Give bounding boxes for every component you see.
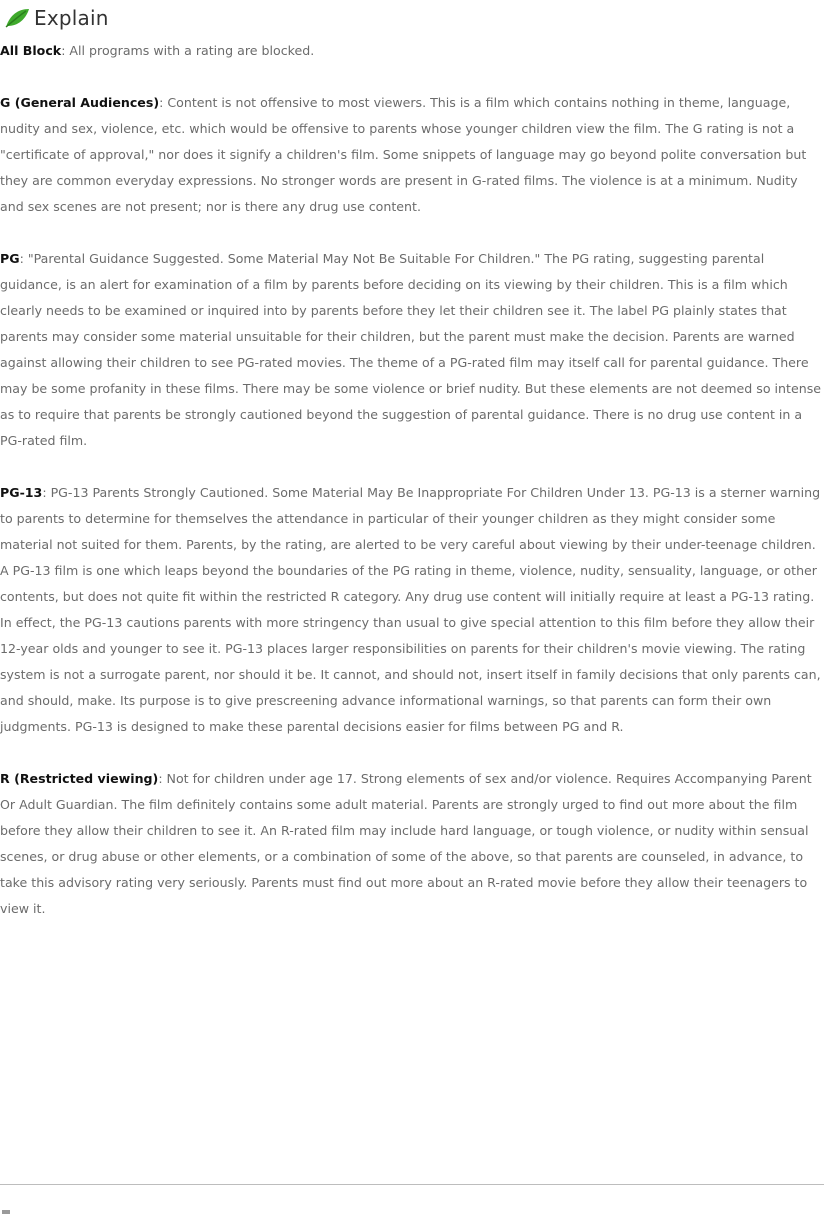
r-rating-paragraph: [0, 766, 824, 922]
rating-term: G (General Audiences): [0, 95, 160, 110]
page-title: Explain: [34, 6, 109, 30]
rating-description: : "Parental Guidance Suggested. Some Material May Not Be Suitable For Children." The PG rating, suggesting parental guidance, is an alert for examination of a film by parents before deciding on its viewing by their children. This is a film which clearly needs to be examined or inquired into by parents before they let their children see it. The label PG plainly states that parents may consider some material unsuitable for their children, but the parent must make the decision. Parents are warned against allowing their children to see PG-rated movies. The theme of a PG-rated film may itself call for parental guidance. There may be some profanity in these films. There may be some violence or brief nudity. But these elements are not deemed so intense as to require that parents be strongly cautioned beyond the suggestion of parental guidance. There is no drug use content in a PG-rated film.: [0, 251, 822, 448]
rating-term: PG: [0, 251, 20, 266]
leaf-icon: [4, 7, 30, 29]
rating-description: : Not for children under age 17. Strong elements of sex and/or violence. Requires Accompanying Parent Or Adult Guardian. The film definitely contains some adult material. Parents are strongly urged to find out more about the film before they allow their children to see it. An R-rated film may include hard language, or tough violence, or nudity within sensual scenes, or drug abuse or other elements, or a combination of some of the above, so that parents are counseled, in advance, to take this advisory rating very seriously. Parents must find out more about an R-rated movie before they allow their teenagers to view it.: [0, 771, 812, 916]
rating-term: PG-13: [0, 485, 43, 500]
explain-header: [0, 0, 109, 36]
footer-mark: [2, 1210, 10, 1214]
pg13-rating-paragraph-continued: A PG-13 film is one which leaps beyond the boundaries of the PG rating in theme, violence, nudity, sensuality, language, or other contents, but does not quite fit within the restricted R category. Any drug use content will initially require at least a PG-13 rating. In effect, the PG-13 cautions parents with more stringency than usual to give special attention to this film before they allow their 12-year olds and younger to see it. PG-13 places larger responsibilities on parents for their children's movie viewing. The rating system is not a surrogate parent, nor should it be. It cannot, and should not, insert itself in family decisions that only parents can, and should, make. Its purpose is to give prescreening advance informational warnings, so that parents can form their own judgments. PG-13 is designed to make these parental decisions easier for films between PG and R.: [0, 563, 821, 734]
ratings-explanation: [0, 38, 824, 922]
all-block-paragraph: [0, 38, 824, 64]
rating-description: : Content is not offensive to most viewers. This is a film which contains nothing in theme, language, nudity and sex, violence, etc. which would be offensive to parents whose younger children view the film. The G rating is not a "certificate of approval," nor does it signify a children's film. Some snippets of language may go beyond polite conversation but they are common everyday expressions. No stronger words are present in G-rated films. The violence is at a minimum. Nudity and sex scenes are not present; nor is there any drug use content.: [0, 95, 807, 214]
rating-term: All Block: [0, 43, 62, 58]
g-rating-paragraph: [0, 90, 824, 220]
rating-term: R (Restricted viewing): [0, 771, 159, 786]
rating-description: : All programs with a rating are blocked.: [61, 43, 315, 58]
pg13-rating-paragraph: [0, 480, 824, 558]
rating-description: : PG-13 Parents Strongly Cautioned. Some Material May Be Inappropriate For Children Under 13. PG-13 is a sterner warning to parents to determine for themselves the attendance in particular of their younger children as they might consider some material not suited for them. Parents, by the rating, are alerted to be very careful about viewing by their under-teenage children.: [0, 485, 821, 552]
pg-rating-paragraph: [0, 246, 824, 454]
footer-divider: [0, 1184, 824, 1185]
